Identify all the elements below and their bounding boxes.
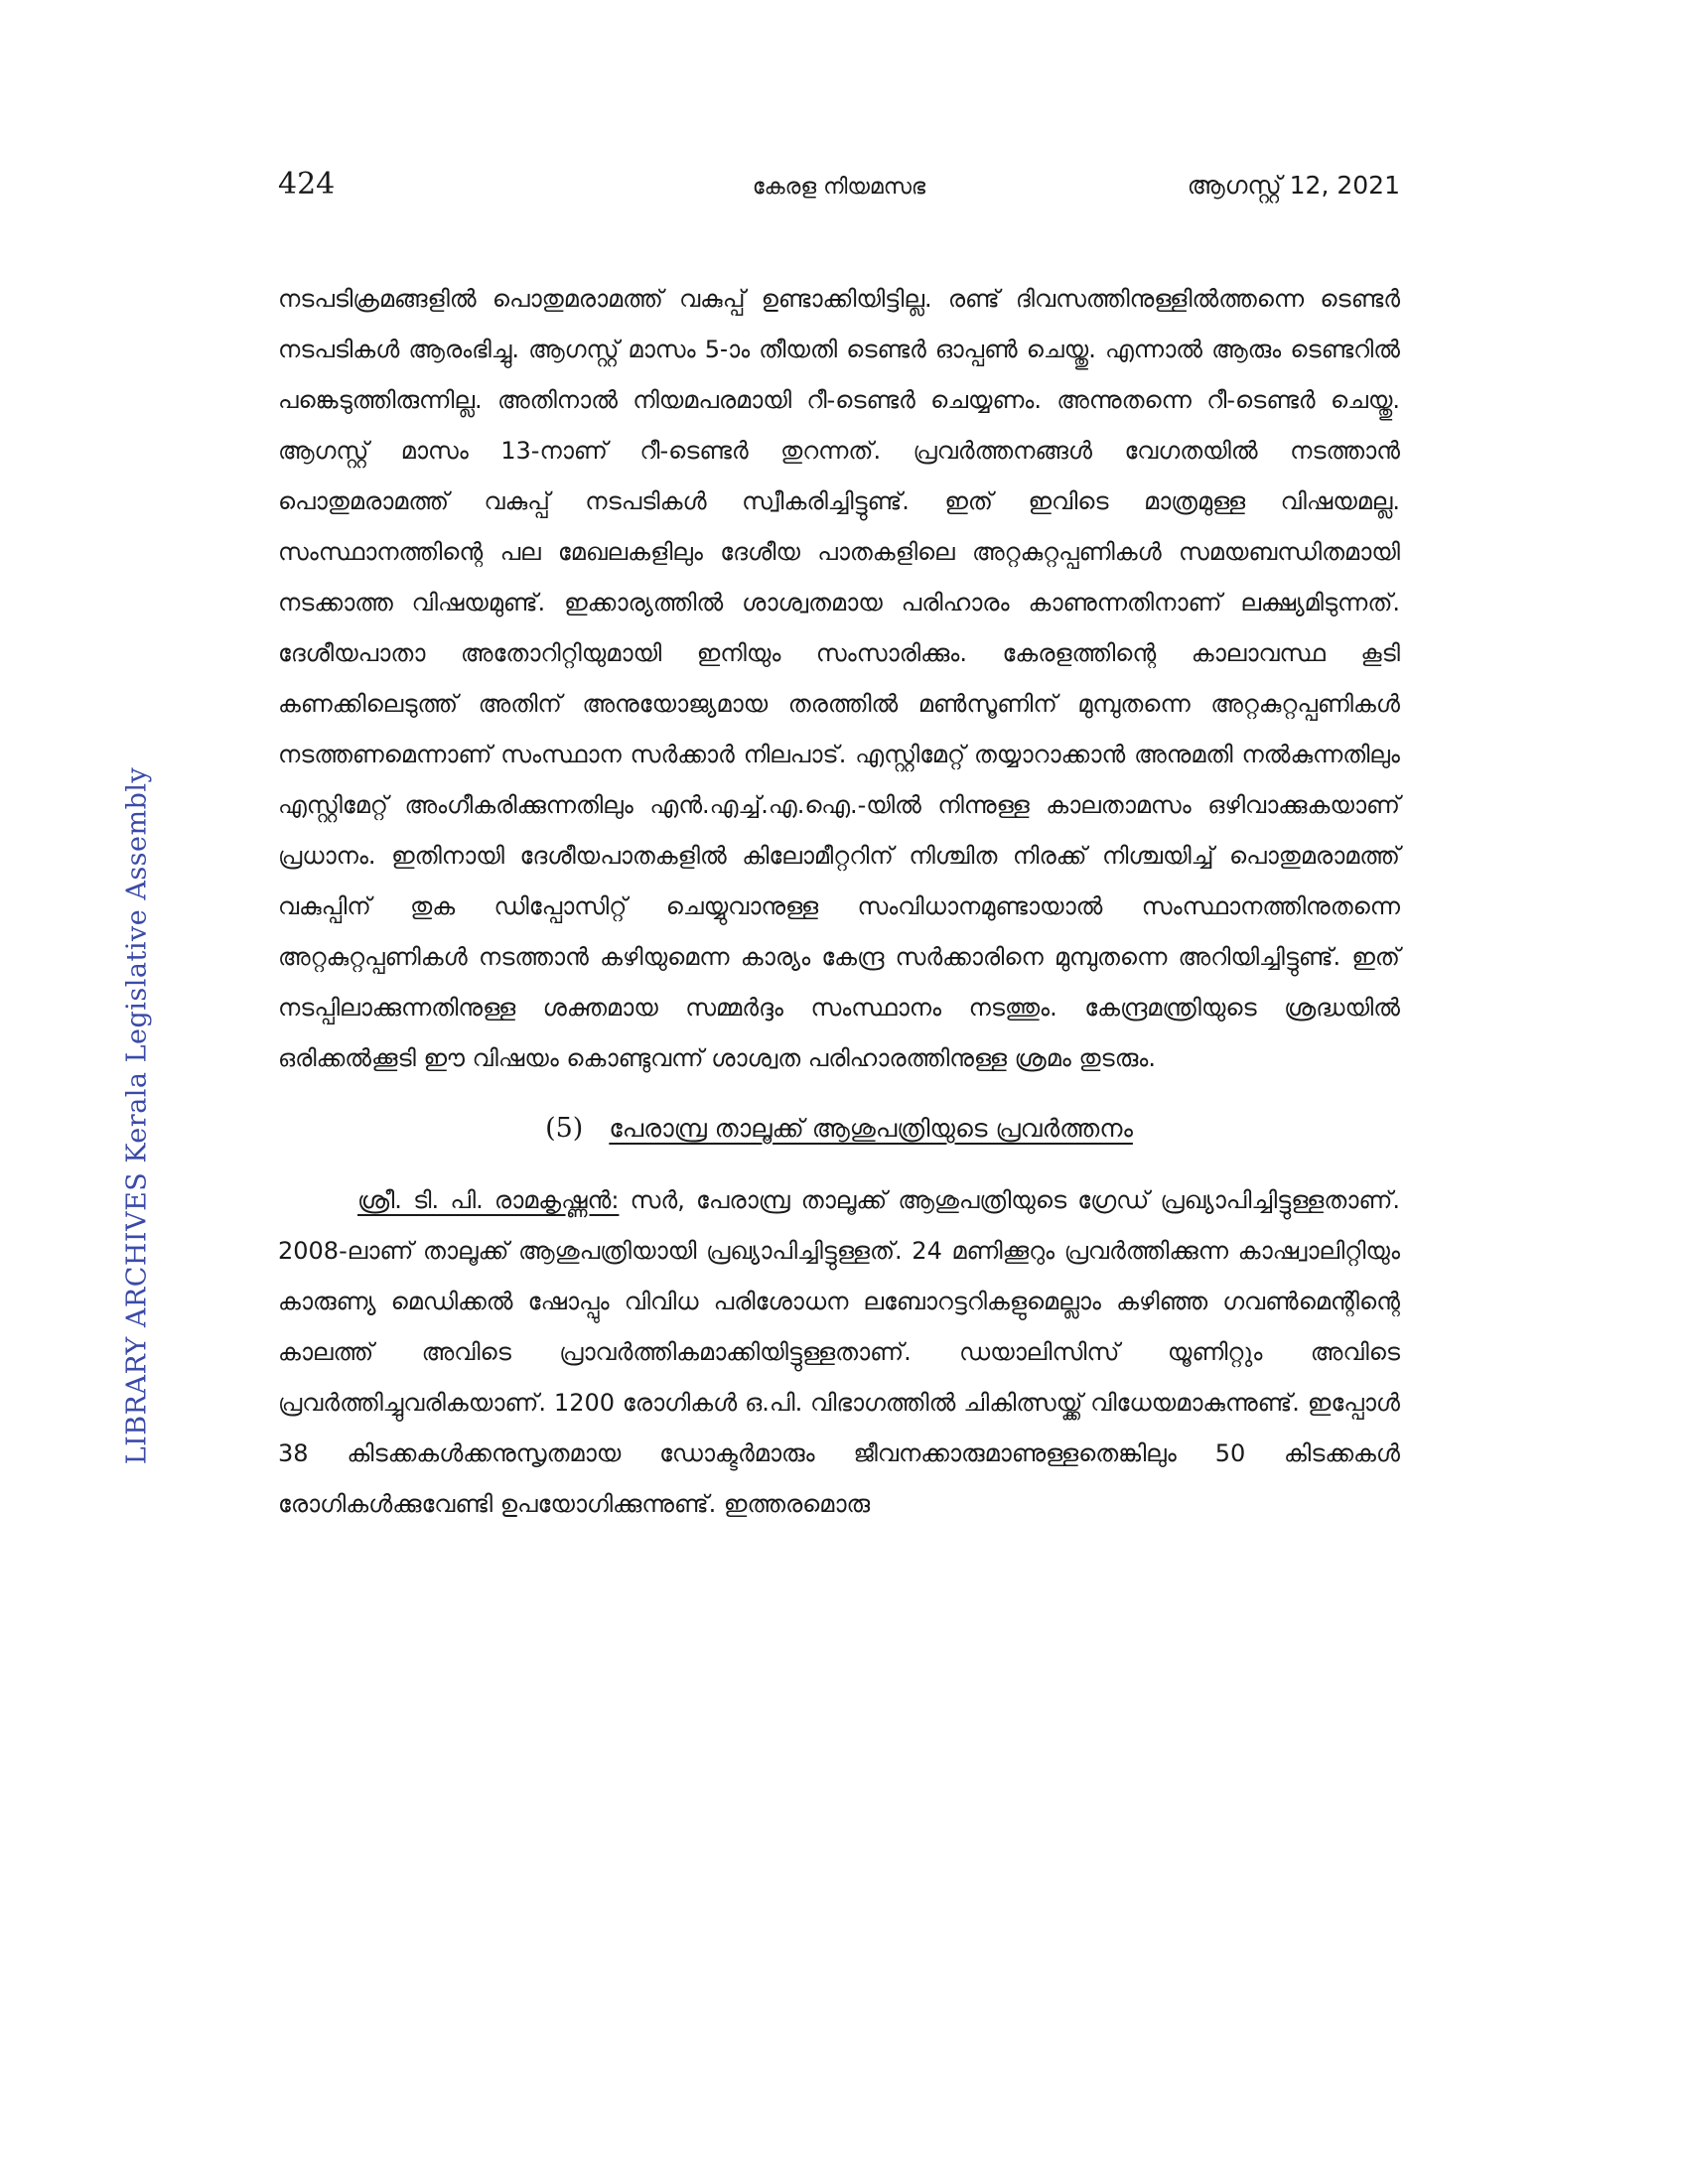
document-body [278, 274, 1400, 1530]
header-date: ആഗസ്റ്റ് 12, 2021 [1187, 171, 1400, 200]
body-paragraph: നടപടിക്രമങ്ങളിൽ പൊതുമരാമത്ത് വകുപ്പ് ഉണ്ടാക്കിയിട്ടില്ല. രണ്ട് ദിവസത്തിനുള്ളിൽത്തന്നെ ടെണ്ടർ നടപടികൾ ആരംഭിച്ചു. ആഗസ്റ്റ് മാസം 5-ാം തീയതി ടെണ്ടർ ഓപ്പൺ ചെയ്തു. എന്നാൽ ആരും ടെണ്ടറിൽ പങ്കെടുത്തിരുന്നില്ല. അതിനാൽ നിയമപരമായി റീ-ടെണ്ടർ ചെയ്യണം. അന്നുതന്നെ റീ-ടെണ്ടർ ചെയ്തു. ആഗസ്റ്റ് മാസം 13-നാണ് റീ-ടെണ്ടർ തുറന്നത്. പ്രവർത്തനങ്ങൾ വേഗതയിൽ നടത്താൻ പൊതുമരാമത്ത് വകുപ്പ് നടപടികൾ സ്വീകരിച്ചിട്ടുണ്ട്. ഇത് ഇവിടെ മാത്രമുള്ള വിഷയമല്ല. സംസ്ഥാനത്തിന്റെ പല മേഖലകളിലും ദേശീയ പാതകളിലെ അറ്റകുറ്റപ്പണികൾ സമയബന്ധിതമായി നടക്കാത്ത വിഷയമുണ്ട്. ഇക്കാര്യത്തിൽ ശാശ്വതമായ പരിഹാരം കാണുന്നതിനാണ് ലക്ഷ്യമിടുന്നത്. ദേശീയപാതാ അതോറിറ്റിയുമായി ഇനിയും സംസാരിക്കും. കേരളത്തിന്റെ കാലാവസ്ഥ കൂടി കണക്കിലെടുത്ത് അതിന് അനുയോജ്യമായ തരത്തിൽ മൺസൂണിന് മുമ്പുതന്നെ അറ്റകുറ്റപ്പണികൾ നടത്തണമെന്നാണ് സംസ്ഥാന സർക്കാർ നിലപാട്. എസ്റ്റിമേറ്റ് തയ്യാറാക്കാൻ അനുമതി നൽകുന്നതിലും എസ്റ്റിമേറ്റ് അംഗീകരിക്കുന്നതിലും എൻ.എച്ച്.എ.ഐ.-യിൽ നിന്നുള്ള കാലതാമസം ഒഴിവാക്കുകയാണ് പ്രധാനം. ഇതിനായി ദേശീയപാതകളിൽ കിലോമീറ്ററിന് നിശ്ചിത നിരക്ക് നിശ്ചയിച്ച് പൊതുമരാമത്ത് വകുപ്പിന് തുക ഡിപ്പോസിറ്റ് ചെയ്യുവാനുള്ള സംവിധാനമുണ്ടായാൽ സംസ്ഥാനത്തിനുതന്നെ അറ്റകുറ്റപ്പണികൾ നടത്താൻ കഴിയുമെന്ന കാര്യം കേന്ദ്ര സർക്കാരിനെ മുമ്പുതന്നെ അറിയിച്ചിട്ടുണ്ട്. ഇത് നടപ്പിലാക്കുന്നതിനുള്ള ശക്തമായ സമ്മർദ്ദം സംസ്ഥാനം നടത്തും. കേന്ദ്രമന്ത്രിയുടെ ശ്രദ്ധയിൽ ഒരിക്കൽക്കൂടി ഈ വിഷയം കൊണ്ടുവന്ന് ശാശ്വത പരിഹാരത്തിനുള്ള ശ്രമം തുടരും. [278, 285, 1400, 1072]
section-title: പേരാമ്പ്ര താലൂക്ക് ആശുപത്രിയുടെ പ്രവർത്തനം [609, 1114, 1133, 1143]
section-heading [278, 1106, 1400, 1152]
section-number: (5) [545, 1113, 584, 1144]
page-number: 424 [278, 167, 336, 202]
watermark-text: LIBRARY ARCHIVES Kerala Legislative Assembly [121, 766, 153, 1465]
speech-paragraph [278, 1175, 1400, 1530]
speech-text: സർ, പേരാമ്പ്ര താലൂക്ക് ആശുപത്രിയുടെ ഗ്രേഡ് പ്രഖ്യാപിച്ചിട്ടുള്ളതാണ്. 2008-ലാണ് താലൂക്ക് ആശുപത്രിയായി പ്രഖ്യാപിച്ചിട്ടുള്ളത്. 24 മണിക്കൂറും പ്രവർത്തിക്കുന്ന കാഷ്വാലിറ്റിയും കാരുണ്യ മെഡിക്കൽ ഷോപ്പും വിവിധ പരിശോധന ലബോറട്ടറികളുമെല്ലാം കഴിഞ്ഞ ഗവൺമെന്റിന്റെ കാലത്ത് അവിടെ പ്രാവർത്തികമാക്കിയിട്ടുള്ളതാണ്. ഡയാലിസിസ് യൂണിറ്റും അവിടെ പ്രവർത്തിച്ചുവരികയാണ്. 1200 രോഗികൾ ഒ.പി. വിഭാഗത്തിൽ ചികിത്സയ്ക്ക് വിധേയമാകുന്നുണ്ട്. ഇപ്പോൾ 38 കിടക്കകൾക്കനുസൃതമായ ഡോക്ടർമാരും ജീവനക്കാരുമാണുള്ളതെങ്കിലും 50 കിടക്കകൾ രോഗികൾക്കുവേണ്ടി ഉപയോഗിക്കുന്നുണ്ട്. ഇത്തരമൊരു [278, 1186, 1400, 1518]
running-title: കേരള നിയമസഭ [752, 175, 926, 200]
page-header [278, 167, 1400, 216]
speaker-name: ശ്രീ. ടി. പി. രാമകൃഷ്ണൻ: [357, 1186, 620, 1214]
